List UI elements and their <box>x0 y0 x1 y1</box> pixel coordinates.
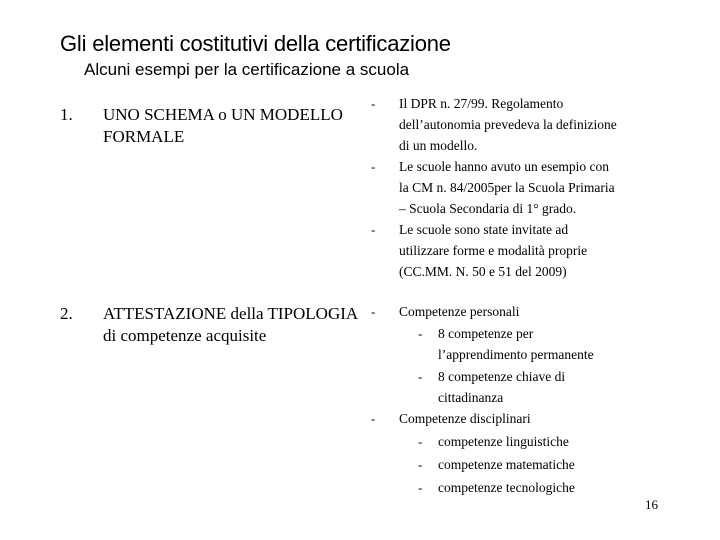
bullet-line: – Scuola Secondaria di 1° grado. <box>399 201 577 216</box>
bullet-line: Le scuole hanno avuto un esempio con <box>399 159 609 174</box>
page-subtitle: Alcuni esempi per la certificazione a scuola <box>84 60 410 79</box>
sub-bullet-dash: - <box>418 369 423 384</box>
bullet-line: la CM n. 84/2005per la Scuola Primaria <box>399 180 615 195</box>
sub-bullet-dash: - <box>418 434 423 449</box>
sub-bullet-dash: - <box>418 480 423 495</box>
bullet-dash: - <box>371 159 376 174</box>
bullet-line: di un modello. <box>399 138 478 153</box>
bullet-dash: - <box>371 96 376 111</box>
bullet-dash: - <box>371 304 376 319</box>
bullet-dash: - <box>371 411 376 426</box>
sub-bullet-dash: - <box>418 326 423 341</box>
item-number: 1. <box>60 105 73 124</box>
bullet-dash: - <box>371 222 376 237</box>
page-title: Gli elementi costitutivi della certificazione <box>60 31 451 56</box>
bullet-line: Il DPR n. 27/99. Regolamento <box>399 96 564 111</box>
bullet-line: utilizzare forme e modalità proprie <box>399 243 588 258</box>
page-number: 16 <box>645 497 658 512</box>
bullet-line: Competenze personali <box>399 304 520 319</box>
item-number: 2. <box>60 304 73 323</box>
sub-bullet-line: cittadinanza <box>438 390 504 405</box>
sub-bullet-dash: - <box>418 457 423 472</box>
bullet-line: Le scuole sono state invitate ad <box>399 222 569 237</box>
sub-bullet-line: competenze linguistiche <box>438 434 569 449</box>
bullet-line: dell’autonomia prevedeva la definizione <box>399 117 617 132</box>
bullet-line: Competenze disciplinari <box>399 411 531 426</box>
sub-bullet-line: 8 competenze per <box>438 326 534 341</box>
sub-bullet-line: competenze matematiche <box>438 457 575 472</box>
sub-bullet-line: l’apprendimento permanente <box>438 347 594 362</box>
item-label: UNO SCHEMA o UN MODELLO FORMALE <box>103 105 343 146</box>
bullet-line: (CC.MM. N. 50 e 51 del 2009) <box>399 264 567 279</box>
sub-bullet-line: 8 competenze chiave di <box>438 369 566 384</box>
sub-bullet-line: competenze tecnologiche <box>438 480 575 495</box>
item-label: ATTESTAZIONE della TIPOLOGIA di competenze acquisite <box>103 304 358 345</box>
